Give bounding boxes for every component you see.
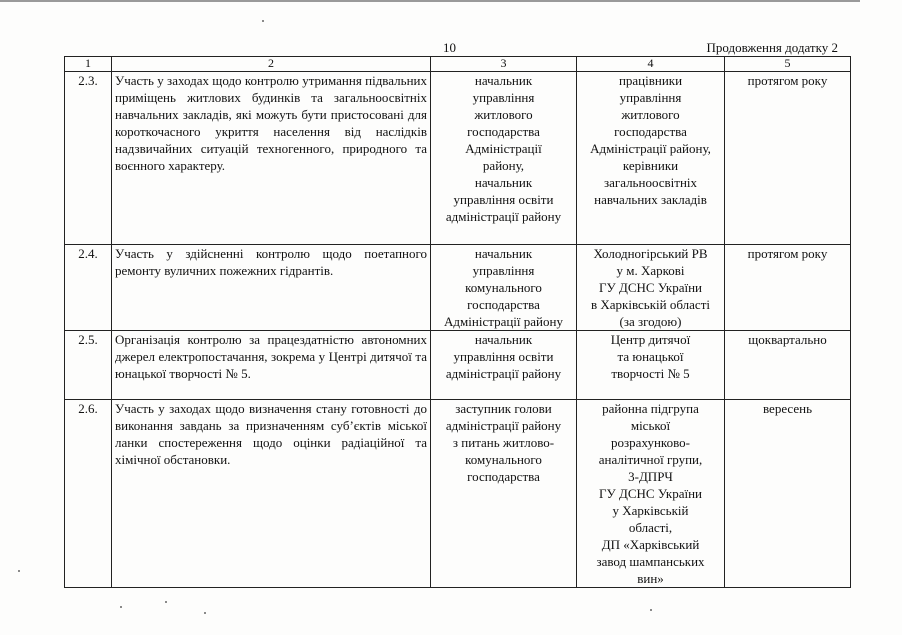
term-cell: протягом року bbox=[725, 72, 851, 245]
plan-table bbox=[64, 56, 851, 588]
scan-speck bbox=[120, 606, 122, 608]
involved-line: розрахунково- bbox=[611, 435, 690, 450]
page-number: 10 bbox=[443, 40, 456, 55]
involved-cell bbox=[577, 245, 725, 331]
involved-cell bbox=[577, 72, 725, 245]
column-header: 4 bbox=[577, 57, 725, 72]
involved-line: загальноосвітніх bbox=[603, 175, 698, 190]
continuation-note: Продовження додатку 2 bbox=[706, 40, 838, 55]
scan-border-line bbox=[0, 0, 860, 2]
involved-cell bbox=[577, 400, 725, 588]
involved-line: в Харківській області bbox=[591, 297, 710, 312]
involved-line: ДП «Харківський bbox=[601, 537, 700, 552]
responsible-line: комунального bbox=[465, 280, 542, 295]
task-description: Участь у заходах щодо визначення стану готовності до виконання завдань за призначенням суб’єктів міської ланки спостереження щодо оцінки радіаційної та хімічної обстановки. bbox=[112, 400, 431, 588]
task-description: Участь у заходах щодо контролю утримання підвальних приміщень житлових будинків та загальноосвітніх навчальних закладів, які можуть бути пристосовані для короткочасного укриття населення від наслідків надзвичайних ситуацій техногенного, природного та воєнного характеру. bbox=[112, 72, 431, 245]
responsible-line: начальник bbox=[474, 175, 533, 190]
responsible-cell bbox=[431, 400, 577, 588]
responsible-line: начальник bbox=[474, 246, 533, 261]
involved-line: області, bbox=[628, 520, 673, 535]
table-row bbox=[65, 72, 851, 245]
scan-speck bbox=[18, 570, 20, 572]
involved-line: Холодногірський РВ bbox=[593, 246, 708, 261]
responsible-line: управління bbox=[472, 90, 535, 105]
responsible-cell bbox=[431, 72, 577, 245]
column-header: 5 bbox=[725, 57, 851, 72]
involved-line: районна підгрупа bbox=[602, 401, 699, 416]
involved-line: у Харківській bbox=[612, 503, 689, 518]
row-number: 2.3. bbox=[65, 72, 112, 245]
scan-speck bbox=[262, 20, 264, 22]
involved-line: завод шампанських bbox=[596, 554, 705, 569]
scan-speck bbox=[650, 609, 652, 611]
involved-line: керівники bbox=[622, 158, 679, 173]
involved-line: Адміністрації району, bbox=[590, 141, 711, 156]
column-header: 3 bbox=[431, 57, 577, 72]
responsible-line: району, bbox=[482, 158, 525, 173]
responsible-line: господарства bbox=[467, 469, 540, 484]
involved-line: міської bbox=[630, 418, 671, 433]
responsible-cell bbox=[431, 245, 577, 331]
involved-cell bbox=[577, 331, 725, 400]
row-number: 2.4. bbox=[65, 245, 112, 331]
term-cell: вересень bbox=[725, 400, 851, 588]
involved-line: ГУ ДСНС України bbox=[599, 280, 702, 295]
involved-line: 3-ДПРЧ bbox=[628, 469, 673, 484]
responsible-line: управління bbox=[472, 263, 535, 278]
responsible-line: Адміністрації району bbox=[444, 314, 563, 329]
row-number: 2.5. bbox=[65, 331, 112, 400]
involved-line: та юнацької bbox=[617, 349, 684, 364]
responsible-line: господарства bbox=[467, 124, 540, 139]
involved-line: творчості № 5 bbox=[611, 366, 690, 381]
involved-line: працівники bbox=[618, 73, 683, 88]
involved-line: вин» bbox=[637, 571, 664, 586]
involved-line: (за згодою) bbox=[619, 314, 682, 329]
responsible-line: адміністрації району bbox=[445, 209, 562, 224]
scan-speck bbox=[204, 612, 206, 614]
responsible-cell bbox=[431, 331, 577, 400]
task-description: Участь у здійсненні контролю щодо поетапного ремонту вуличних пожежних гідрантів. bbox=[112, 245, 431, 331]
responsible-line: житлового bbox=[474, 107, 533, 122]
column-header: 1 bbox=[65, 57, 112, 72]
involved-line: навчальних закладів bbox=[594, 192, 707, 207]
scan-speck bbox=[165, 601, 167, 603]
responsible-line: начальник bbox=[474, 73, 533, 88]
table-row bbox=[65, 400, 851, 588]
table-row bbox=[65, 331, 851, 400]
responsible-line: адміністрації району bbox=[445, 366, 562, 381]
involved-line: управління bbox=[619, 90, 682, 105]
responsible-line: з питань житлово- bbox=[452, 435, 555, 450]
row-number: 2.6. bbox=[65, 400, 112, 588]
involved-line: Центр дитячої bbox=[610, 332, 691, 347]
column-number-row bbox=[65, 57, 851, 72]
responsible-line: комунального bbox=[465, 452, 542, 467]
responsible-line: господарства bbox=[467, 297, 540, 312]
involved-line: у м. Харкові bbox=[616, 263, 685, 278]
responsible-line: адміністрації району bbox=[445, 418, 562, 433]
responsible-line: заступник голови bbox=[455, 401, 552, 416]
involved-line: житлового bbox=[621, 107, 680, 122]
involved-line: ГУ ДСНС України bbox=[599, 486, 702, 501]
responsible-line: начальник bbox=[474, 332, 533, 347]
table-row bbox=[65, 245, 851, 331]
responsible-line: Адміністрації bbox=[465, 141, 542, 156]
term-cell: протягом року bbox=[725, 245, 851, 331]
involved-line: аналітичної групи, bbox=[598, 452, 703, 467]
responsible-line: управління освіти bbox=[453, 349, 554, 364]
involved-line: господарства bbox=[614, 124, 687, 139]
term-cell: щоквартально bbox=[725, 331, 851, 400]
responsible-line: управління освіти bbox=[453, 192, 554, 207]
task-description: Організація контролю за працездатністю автономних джерел електропостачання, зокрема у Центрі дитячої та юнацької творчості № 5. bbox=[112, 331, 431, 400]
column-header: 2 bbox=[112, 57, 431, 72]
